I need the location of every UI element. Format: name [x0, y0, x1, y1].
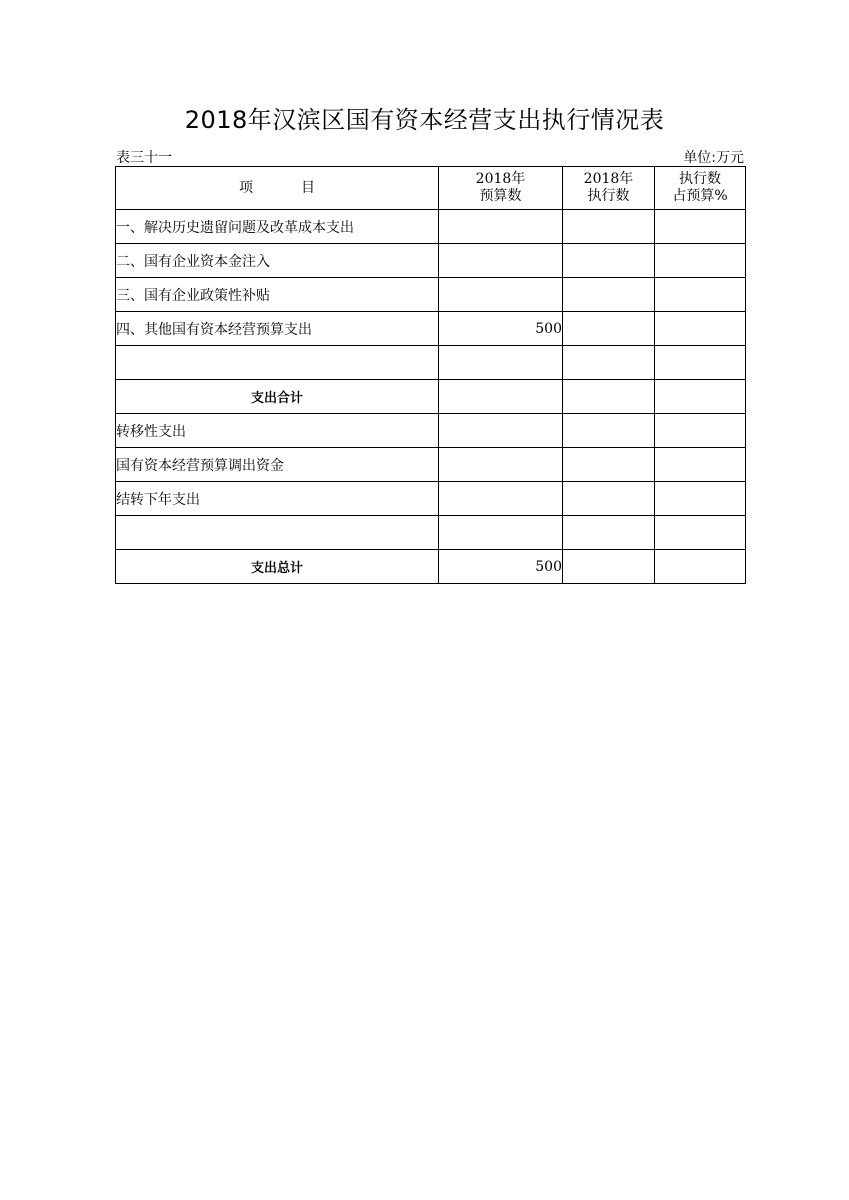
- row-budget: [439, 210, 563, 244]
- row-ratio: [655, 448, 746, 482]
- row-exec: [563, 380, 655, 414]
- table-row: [116, 312, 746, 346]
- row-name: 三、国有企业政策性补贴: [116, 278, 439, 312]
- header-exec-line1: 2018年: [583, 171, 634, 187]
- row-ratio: [655, 244, 746, 278]
- header-budget-line2: 预算数: [479, 188, 522, 204]
- row-name: [116, 346, 439, 380]
- row-budget: [439, 278, 563, 312]
- row-exec: [563, 312, 655, 346]
- row-budget: [439, 516, 563, 550]
- row-name: 转移性支出: [116, 414, 439, 448]
- table-number: 表三十一: [116, 150, 172, 166]
- header-ratio-line1: 执行数: [679, 171, 721, 187]
- row-exec: [563, 448, 655, 482]
- table-row: [116, 278, 746, 312]
- header-item: [116, 167, 439, 210]
- row-exec: [563, 278, 655, 312]
- row-budget: [439, 346, 563, 380]
- header-budget-line1: 2018年: [475, 171, 526, 187]
- row-name: 结转下年支出: [116, 482, 439, 516]
- expenditure-table: [115, 166, 746, 584]
- header-ratio-line2: 占预算%: [672, 188, 728, 204]
- row-exec: [563, 210, 655, 244]
- row-name: 支出总计: [116, 550, 439, 584]
- row-name: 一、解决历史遗留问题及改革成本支出: [116, 210, 439, 244]
- header-item-char-a: 项: [239, 179, 253, 196]
- row-ratio: [655, 414, 746, 448]
- table-row: [116, 516, 746, 550]
- row-ratio: [655, 482, 746, 516]
- table-row: [116, 414, 746, 448]
- table-header-row: [116, 167, 746, 210]
- header-ratio: [655, 167, 746, 210]
- row-name: 支出合计: [116, 380, 439, 414]
- row-ratio: [655, 312, 746, 346]
- row-exec: [563, 414, 655, 448]
- row-budget: 500: [439, 312, 563, 346]
- table-row: [116, 482, 746, 516]
- row-ratio: [655, 210, 746, 244]
- row-exec: [563, 346, 655, 380]
- row-exec: [563, 550, 655, 584]
- row-ratio: [655, 346, 746, 380]
- row-name: 国有资本经营预算调出资金: [116, 448, 439, 482]
- row-name: [116, 516, 439, 550]
- table-row: [116, 210, 746, 244]
- header-item-char-b: 目: [301, 179, 315, 196]
- row-name: 四、其他国有资本经营预算支出: [116, 312, 439, 346]
- row-ratio: [655, 278, 746, 312]
- row-ratio: [655, 516, 746, 550]
- row-budget: [439, 380, 563, 414]
- row-exec: [563, 244, 655, 278]
- row-exec: [563, 516, 655, 550]
- header-exec-line2: 执行数: [587, 188, 630, 204]
- table-row: [116, 346, 746, 380]
- table-row: [116, 448, 746, 482]
- header-exec: [563, 167, 655, 210]
- row-ratio: [655, 380, 746, 414]
- page-title: 2018年汉滨区国有资本经营支出执行情况表: [184, 106, 665, 134]
- table-row-total: [116, 550, 746, 584]
- row-budget: [439, 414, 563, 448]
- row-budget: [439, 244, 563, 278]
- row-budget: [439, 482, 563, 516]
- table-row-subtotal: [116, 380, 746, 414]
- row-budget: 500: [439, 550, 563, 584]
- unit-label: 单位:万元: [683, 150, 744, 166]
- table-meta: [116, 147, 744, 165]
- row-ratio: [655, 550, 746, 584]
- table-row: [116, 244, 746, 278]
- row-exec: [563, 482, 655, 516]
- row-name: 二、国有企业资本金注入: [116, 244, 439, 278]
- header-budget: [439, 167, 563, 210]
- row-budget: [439, 448, 563, 482]
